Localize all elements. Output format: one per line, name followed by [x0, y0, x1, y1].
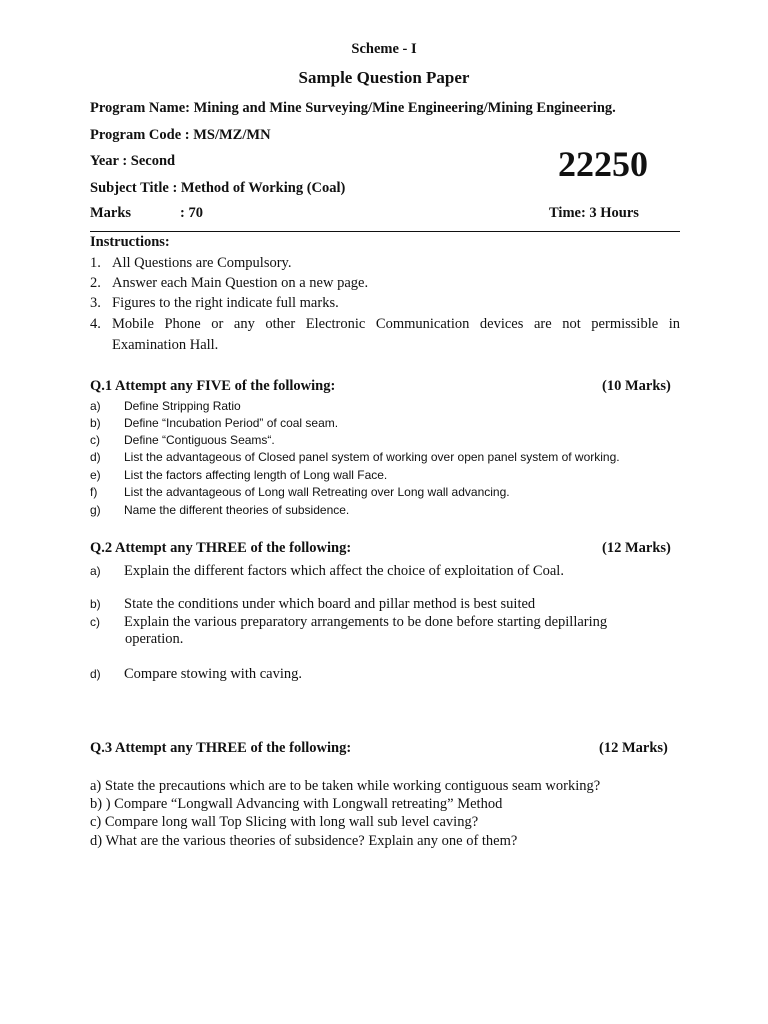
q3-heading: Q.3 Attempt any THREE of the following: [90, 740, 352, 756]
q2-item: d) Compare stowing with caving. [90, 666, 303, 682]
q1-item: b) Define “Incubation Period” of coal seam. [90, 416, 339, 430]
q3-marks: (12 Marks) [599, 740, 668, 756]
q1-item: d) List the advantageous of Closed panel system of working over open panel system of working. [90, 450, 620, 464]
q1-item: a) Define Stripping Ratio [90, 399, 241, 413]
q3-item: c) Compare long wall Top Slicing with long wall sub level caving? [90, 814, 479, 830]
q2-item: b) State the conditions under which board and pillar method is best suited [90, 596, 536, 612]
subject-title: Subject Title : Method of Working (Coal) [90, 180, 346, 196]
instruction-item: 2. Answer each Main Question on a new page. [90, 275, 369, 291]
q3-item: a) State the precautions which are to be taken while working contiguous seam working? [90, 778, 601, 794]
q2-item-continuation: operation. [125, 631, 184, 647]
program-name: Program Name: Mining and Mine Surveying/Mine Engineering/Mining Engineering. [90, 100, 616, 116]
marks-value: : 70 [180, 205, 203, 221]
year: Year : Second [90, 153, 176, 169]
program-code: Program Code : MS/MZ/MN [90, 127, 271, 143]
marks-label: Marks [90, 205, 132, 221]
instruction-item-continuation: Examination Hall. [112, 337, 219, 353]
q1-heading: Q.1 Attempt any FIVE of the following: [90, 378, 336, 394]
instruction-item: 3. Figures to the right indicate full marks. [90, 295, 339, 311]
q1-item: e) List the factors affecting length of Long wall Face. [90, 468, 388, 482]
q2-heading: Q.2 Attempt any THREE of the following: [90, 540, 352, 556]
q1-item: f) List the advantageous of Long wall Retreating over Long wall advancing. [90, 485, 510, 499]
q2-item: a) Explain the different factors which affect the choice of exploitation of Coal. [90, 563, 564, 579]
q3-item: b) ) Compare “Longwall Advancing with Longwall retreating” Method [90, 796, 503, 812]
time-allowed: Time: 3 Hours [549, 205, 639, 221]
q1-item: g) Name the different theories of subsidence. [90, 503, 350, 517]
instruction-item: 4. Mobile Phone or any other Electronic Communication devices are not permissible in [90, 316, 680, 332]
q3-item: d) What are the various theories of subsidence? Explain any one of them? [90, 833, 518, 849]
scheme-label: Scheme - I [351, 41, 417, 57]
q2-item: c) Explain the various preparatory arrangements to be done before starting depillaring [90, 614, 608, 630]
instruction-item: 1. All Questions are Compulsory. [90, 255, 292, 271]
header-divider [90, 231, 680, 232]
paper-title: Sample Question Paper [298, 68, 470, 87]
q1-marks: (10 Marks) [602, 378, 671, 394]
subject-code: 22250 [558, 144, 648, 184]
q1-item: c) Define “Contiguous Seams“. [90, 433, 275, 447]
q2-marks: (12 Marks) [602, 540, 671, 556]
instructions-heading: Instructions: [90, 234, 170, 250]
